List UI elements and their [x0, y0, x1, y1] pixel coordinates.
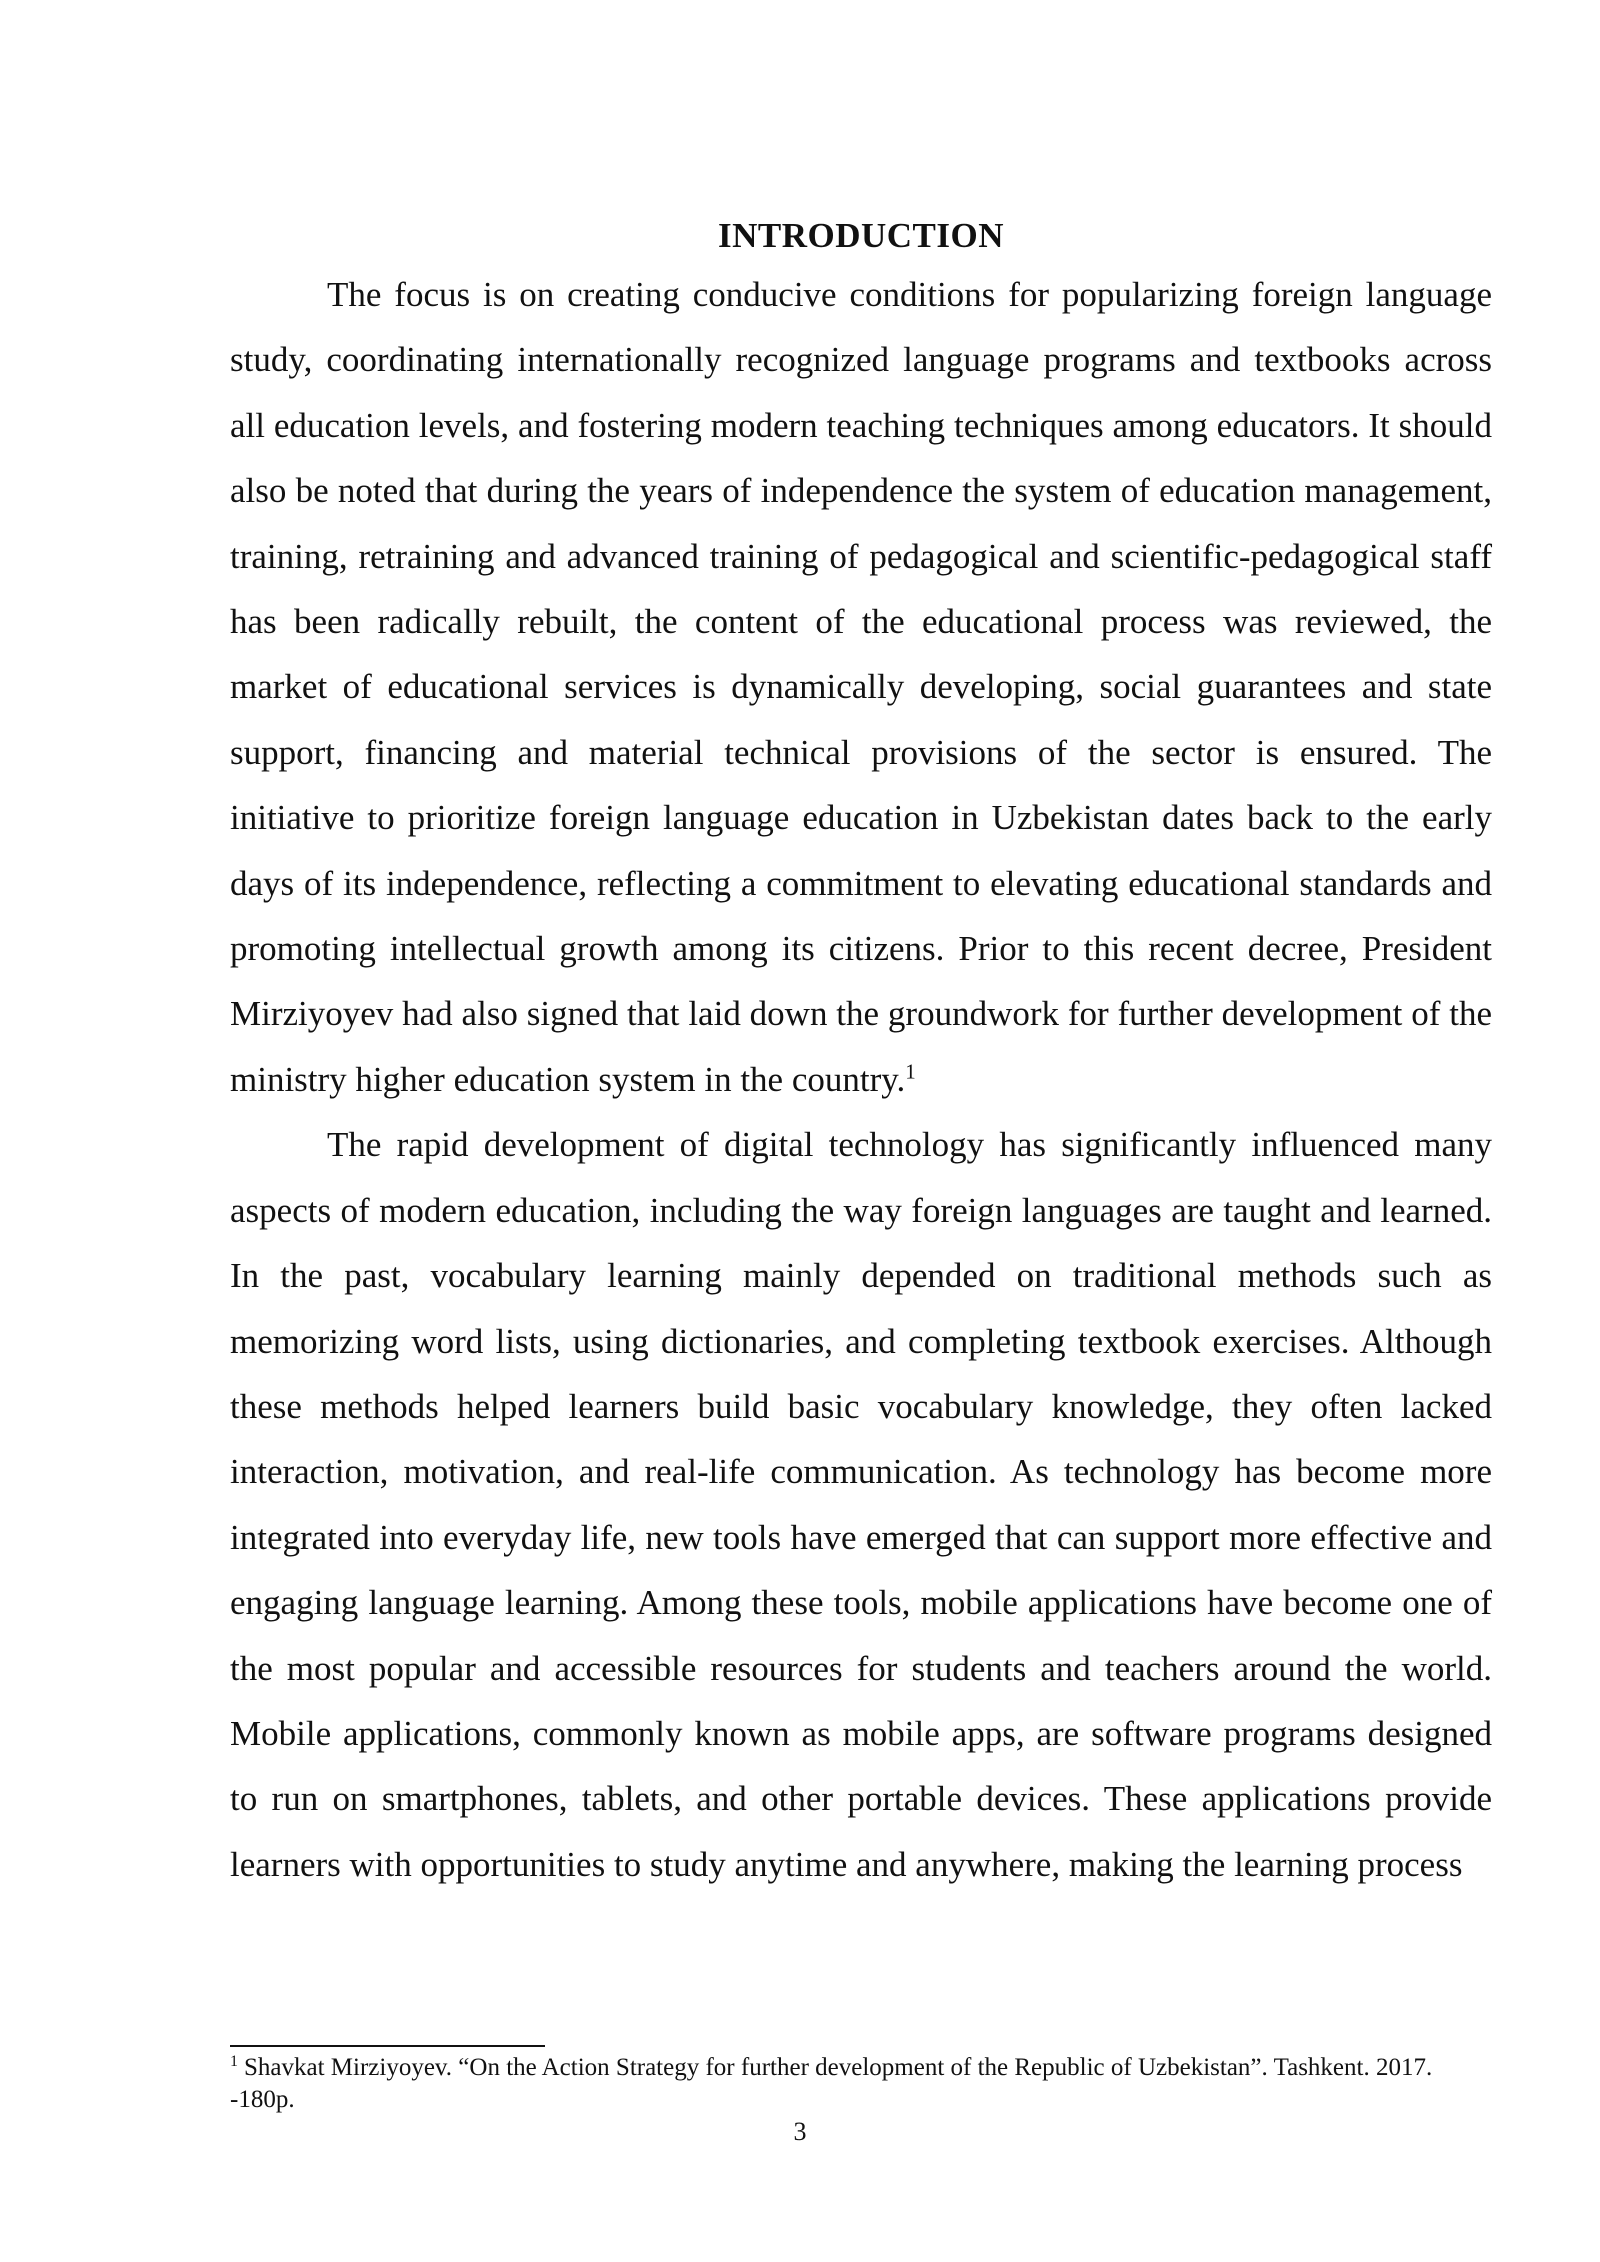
paragraph-1-text: The focus is on creating conducive conditions for popularizing foreign language study, coordinating internationally recognized language programs and textbooks across all education levels, and fostering modern teaching techniques among educators. It should also be noted that during the years of independence the system of education management, training, retraining and advanced training of pedagogical and scientific-pedagogical staff has been radically rebuilt, the content of the educational process was reviewed, the market of educational services is dynamically developing, social guarantees and state support, financing and material technical provisions of the sector is ensured. The initiative to prioritize foreign language education in Uzbekistan dates back to the early days of its independence, reflecting a commitment to elevating educational standards and promoting intellectual growth among its citizens. Prior to this recent decree, President Mirziyoyev had also signed that laid down the groundwork for further development of the ministry higher education system in the country.	[230, 275, 1492, 1099]
footnote-separator	[230, 2045, 545, 2047]
footnote-text: Shavkat Mirziyoyev. “On the Action Strategy for further development of the Republic of Uzbekistan”. Tashkent. 2017. -180p.	[230, 2054, 1433, 2113]
paragraph-2-text: The rapid development of digital technology has significantly influenced many aspects of modern education, including the way foreign languages are taught and learned. In the past, vocabulary learning mainly depended on traditional methods such as memorizing word lists, using dictionaries, and completing textbook exercises. Although these methods helped learners build basic vocabulary knowledge, they often lacked interaction, motivation, and real-life communication. As technology has become more integrated into everyday life, new tools have emerged that can support more effective and engaging language learning. Among these tools, mobile applications have become one of the most popular and accessible resources for students and teachers around the world. Mobile applications, commonly known as mobile apps, are software programs designed to run on smartphones, tablets, and other portable devices. These applications provide learners with opportunities to study anytime and anywhere, making the learning process	[230, 1125, 1492, 1884]
footnote-mark: 1	[230, 2052, 238, 2070]
page-number: 3	[793, 2117, 807, 2146]
paragraph-2	[230, 1112, 1492, 1897]
footnote	[230, 2052, 1492, 2116]
page-body	[230, 210, 1492, 1897]
paragraph-1	[230, 262, 1492, 1112]
footnote-reference[interactable]: 1	[905, 1059, 916, 1084]
section-heading: INTRODUCTION	[717, 216, 1005, 255]
